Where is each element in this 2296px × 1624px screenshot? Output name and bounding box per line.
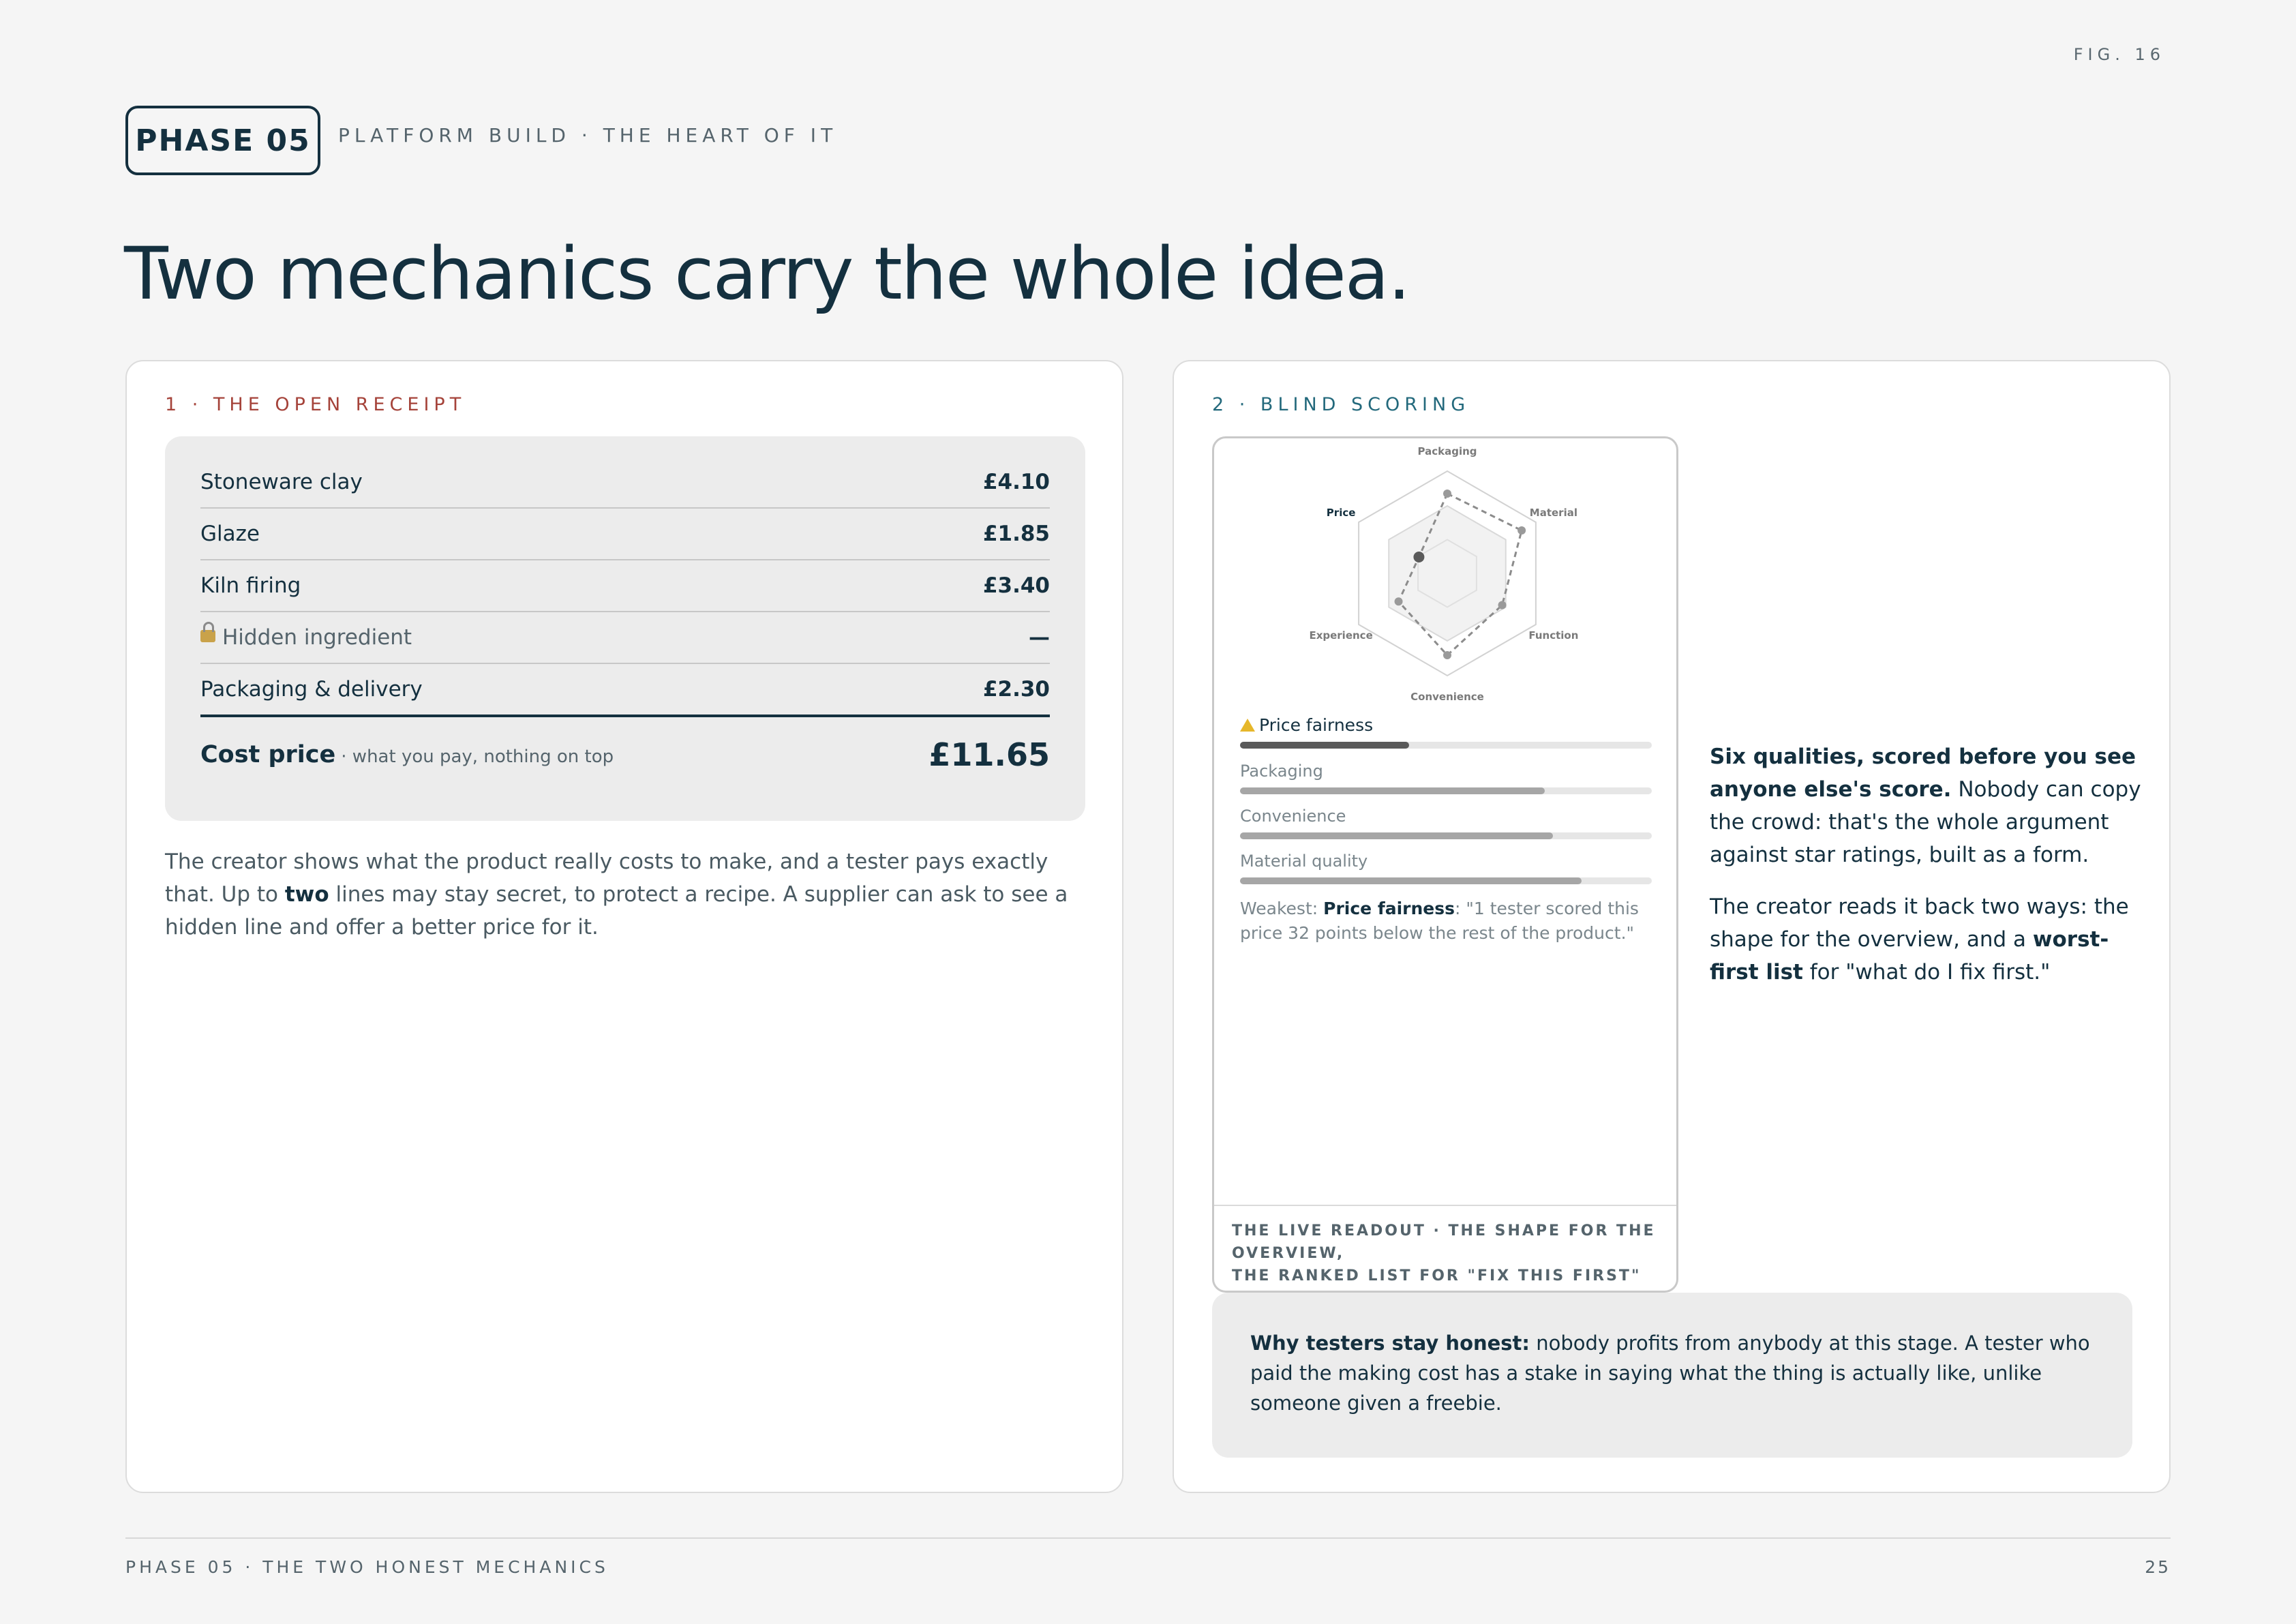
warning-icon <box>1240 719 1255 732</box>
radar-axis-label: Convenience <box>1410 691 1484 703</box>
radar-point <box>1498 601 1507 610</box>
side-text: The creator reads it back two ways: the shape for the overview, and a <box>1710 894 2129 952</box>
side-bold: worst-first list <box>1710 927 2109 984</box>
total-note: · what you pay, nothing on top <box>341 747 614 767</box>
body-bold: two <box>284 882 329 907</box>
bar-fill <box>1240 832 1553 839</box>
radar-ring-mid <box>1389 506 1505 641</box>
blind-scoring-card <box>1173 360 2171 1493</box>
honesty-callout <box>1212 1293 2132 1458</box>
side-text: Nobody can copy the crowd: that's the whole argument against star ratings, built as a form. <box>1710 777 2141 867</box>
receipt-item-amount: £3.40 <box>982 573 1050 598</box>
figure-number: FIG. 16 <box>2073 45 2165 64</box>
phone-caption <box>1214 1205 1676 1287</box>
radar-axis-label: Material <box>1529 507 1577 519</box>
bar-label <box>1240 715 1652 735</box>
radar-point <box>1395 597 1403 605</box>
bar-label: Convenience <box>1240 807 1346 826</box>
receipt-row <box>200 664 1050 717</box>
receipt-explanation <box>165 845 1085 944</box>
phone-caption-line: THE LIVE READOUT · THE SHAPE FOR THE OVERVIEW, <box>1232 1222 1656 1262</box>
total-label: Cost price <box>200 741 336 768</box>
bar-label: Material quality <box>1240 852 1368 871</box>
receipt <box>165 436 1085 821</box>
receipt-hidden-name-wrap <box>200 625 412 650</box>
page-title: Two mechanics carry the whole idea. <box>124 232 1410 316</box>
radar-point <box>1443 490 1451 498</box>
score-bar <box>1240 807 1652 839</box>
bar-fill <box>1240 787 1545 794</box>
radar-axis-label: Packaging <box>1417 445 1477 457</box>
phone-caption-line: THE RANKED LIST FOR "FIX THIS FIRST" <box>1232 1267 1642 1284</box>
score-bar <box>1240 852 1652 884</box>
receipt-total <box>200 717 1050 792</box>
receipt-row <box>200 457 1050 509</box>
weakest-name: Price fairness <box>1323 899 1455 918</box>
card-label: 1 · THE OPEN RECEIPT <box>165 394 466 415</box>
callout-bold: Why testers stay honest: <box>1250 1332 1530 1355</box>
receipt-item-name: Stoneware clay <box>200 470 363 494</box>
weakest-quote: : "1 tester scored this price 32 points below the rest of the product." <box>1240 899 1639 943</box>
receipt-item-amount: — <box>1029 625 1050 650</box>
score-bar <box>1240 762 1652 794</box>
receipt-item-name: Packaging & delivery <box>200 677 423 702</box>
radar-axis-label: Price <box>1326 507 1356 519</box>
body-text: lines may stay secret, to protect a recipe. A supplier can ask to see a hidden line and offer a better price for it. <box>165 882 1068 939</box>
phase-badge: PHASE 05 <box>125 106 320 175</box>
receipt-item-name: Kiln firing <box>200 573 301 598</box>
scoring-explanation <box>1710 740 2146 1008</box>
side-paragraph <box>1710 890 2146 989</box>
radar-chart <box>1214 438 1680 711</box>
receipt-item-amount: £4.10 <box>982 470 1050 494</box>
phase-subtitle: PLATFORM BUILD · THE HEART OF IT <box>338 124 838 147</box>
total-label-wrap <box>200 741 614 768</box>
lock-icon <box>200 630 215 642</box>
side-paragraph <box>1710 740 2146 871</box>
side-bold: Six qualities, scored before you see anyone else's score. <box>1710 745 2136 802</box>
receipt-row <box>200 560 1050 612</box>
footer-section-title: PHASE 05 · THE TWO HONEST MECHANICS <box>125 1557 609 1577</box>
bar-track <box>1240 742 1652 749</box>
radar-point <box>1443 651 1451 659</box>
bar-track <box>1240 832 1652 839</box>
receipt-item-name: Glaze <box>200 522 260 546</box>
score-bar <box>1240 715 1652 749</box>
bar-track <box>1240 787 1652 794</box>
receipt-item-amount: £2.30 <box>982 677 1050 702</box>
bar-fill <box>1240 877 1582 884</box>
radar-point <box>1413 552 1424 562</box>
weakest-note <box>1240 897 1652 946</box>
body-text: The creator shows what the product really costs to make, and a tester pays exactly that. Up to <box>165 849 1048 907</box>
total-amount: £11.65 <box>928 736 1050 773</box>
radar-axis-label: Function <box>1528 629 1579 642</box>
open-receipt-card <box>125 360 1123 1493</box>
bar-track <box>1240 877 1652 884</box>
page-number: 25 <box>2145 1557 2171 1577</box>
receipt-row <box>200 509 1050 560</box>
radar-axis-label: Experience <box>1309 629 1373 642</box>
card-label: 2 · BLIND SCORING <box>1212 394 1470 415</box>
bar-label: Packaging <box>1240 762 1323 781</box>
footer-divider <box>125 1537 2171 1539</box>
callout-text: nobody profits from anybody at this stage. A tester who paid the making cost has a stake in saying what the thing is actually like, unlike someone given a freebie. <box>1250 1332 2090 1415</box>
bar-label-text: Price fairness <box>1259 715 1374 735</box>
receipt-item-name: Hidden ingredient <box>222 625 412 650</box>
weakest-prefix: Weakest: <box>1240 899 1324 918</box>
bar-fill <box>1240 742 1409 749</box>
phone-mockup <box>1212 436 1678 1293</box>
radar-point <box>1517 526 1526 535</box>
receipt-row-hidden <box>200 612 1050 664</box>
receipt-item-amount: £1.85 <box>982 522 1050 546</box>
side-text: for "what do I fix first." <box>1802 960 2051 984</box>
